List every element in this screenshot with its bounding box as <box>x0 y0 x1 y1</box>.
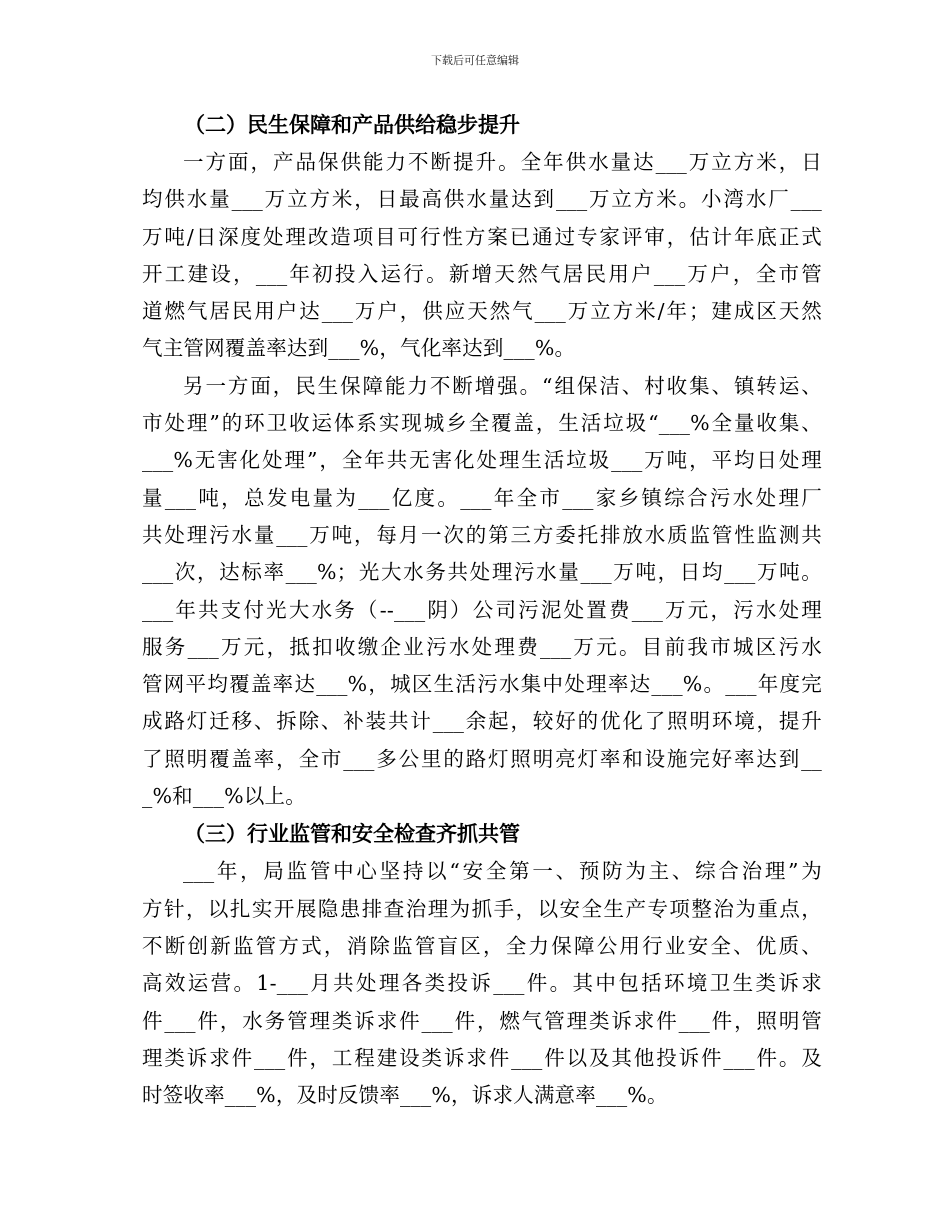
paragraph-line: ___%无害化处理”，全年共无害化处理生活垃圾___万吨，平均日处理 <box>142 448 822 473</box>
paragraph-line: 气主管网覆盖率达到___%，气化率达到___%。 <box>142 336 576 361</box>
paragraph-line: 均供水量___万立方米，日最高供水量达到___万立方米。小湾水厂___ <box>142 187 822 212</box>
paragraph <box>142 853 822 1114</box>
paragraph-line: 一方面，产品保供能力不断提升。全年供水量达___万立方米，日 <box>183 150 822 174</box>
paragraph-line: 件___件，水务管理类诉求件___件，燃气管理类诉求件___件，照明管 <box>142 1008 822 1033</box>
paragraph-line: ___次，达标率___%；光大水务共处理污水量___万吨，日均___万吨。 <box>142 560 822 585</box>
paragraph-line: 成路灯迁移、拆除、补装共计___余起，较好的优化了照明环境，提升 <box>142 709 822 734</box>
paragraph-line: 共处理污水量___万吨，每月一次的第三方委托排放水质监管性监测共 <box>142 522 822 547</box>
paragraph-line: ___年，局监管中心坚持以“安全第一、预防为主、综合治理”为 <box>183 859 822 884</box>
paragraph-line: 了照明覆盖率，全市___多公里的路灯照明亮灯率和设施完好率达到__ <box>142 746 822 771</box>
document-body <box>142 106 822 1114</box>
paragraph-line: 道燃气居民用户达___万户，供应天然气___万立方米/年；建成区天然 <box>142 299 822 324</box>
section-heading-2: （二）民生保障和产品供给稳步提升 <box>184 112 520 137</box>
paragraph-line: 量___吨，总发电量为___亿度。___年全市___家乡镇综合污水处理厂 <box>142 485 822 510</box>
page-header: 下载后可任意编辑 <box>431 54 519 67</box>
paragraph-line: 理类诉求件___件，工程建设类诉求件___件以及其他投诉件___件。及 <box>142 1045 822 1070</box>
paragraph-line: 开工建设，___年初投入运行。新增天然气居民用户___万户，全市管 <box>142 261 822 286</box>
paragraph-line: 另一方面，民生保障能力不断增强。“组保洁、村收集、镇转运、 <box>183 373 822 398</box>
paragraph-line: 管网平均覆盖率达___%，城区生活污水集中处理率达___%。___年度完 <box>142 672 822 697</box>
paragraph-line: 万吨/日深度处理改造项目可行性方案已通过专家评审，估计年底正式 <box>142 224 822 249</box>
paragraph <box>142 144 822 368</box>
section-heading-3: （三）行业监管和安全检查齐抓共管 <box>184 821 520 847</box>
paragraph-line: 高效运营。1-___月共处理各类投诉___件。其中包括环境卫生类诉求 <box>142 971 822 996</box>
paragraph-line: 市处理”的环卫收运体系实现城乡全覆盖，生活垃圾“___%全量收集、 <box>142 411 822 436</box>
paragraph-line: 方针，以扎实开展隐患排查治理为抓手，以安全生产专项整治为重点， <box>142 896 822 921</box>
paragraph-line: _%和___%以上。 <box>142 784 306 809</box>
paragraph-line: ___年共支付光大水务（--___阴）公司污泥处置费___万元，污水处理 <box>142 597 822 622</box>
paragraph-line: 时签收率___%，及时反馈率___%，诉求人满意率___%。 <box>142 1083 668 1108</box>
paragraph-line: 服务___万元，抵扣收缴企业污水处理费___万元。目前我市城区污水 <box>142 634 822 659</box>
paragraph-line: 不断创新监管方式，消除监管盲区，全力保障公用行业安全、优质、 <box>142 933 822 958</box>
paragraph <box>142 368 822 816</box>
